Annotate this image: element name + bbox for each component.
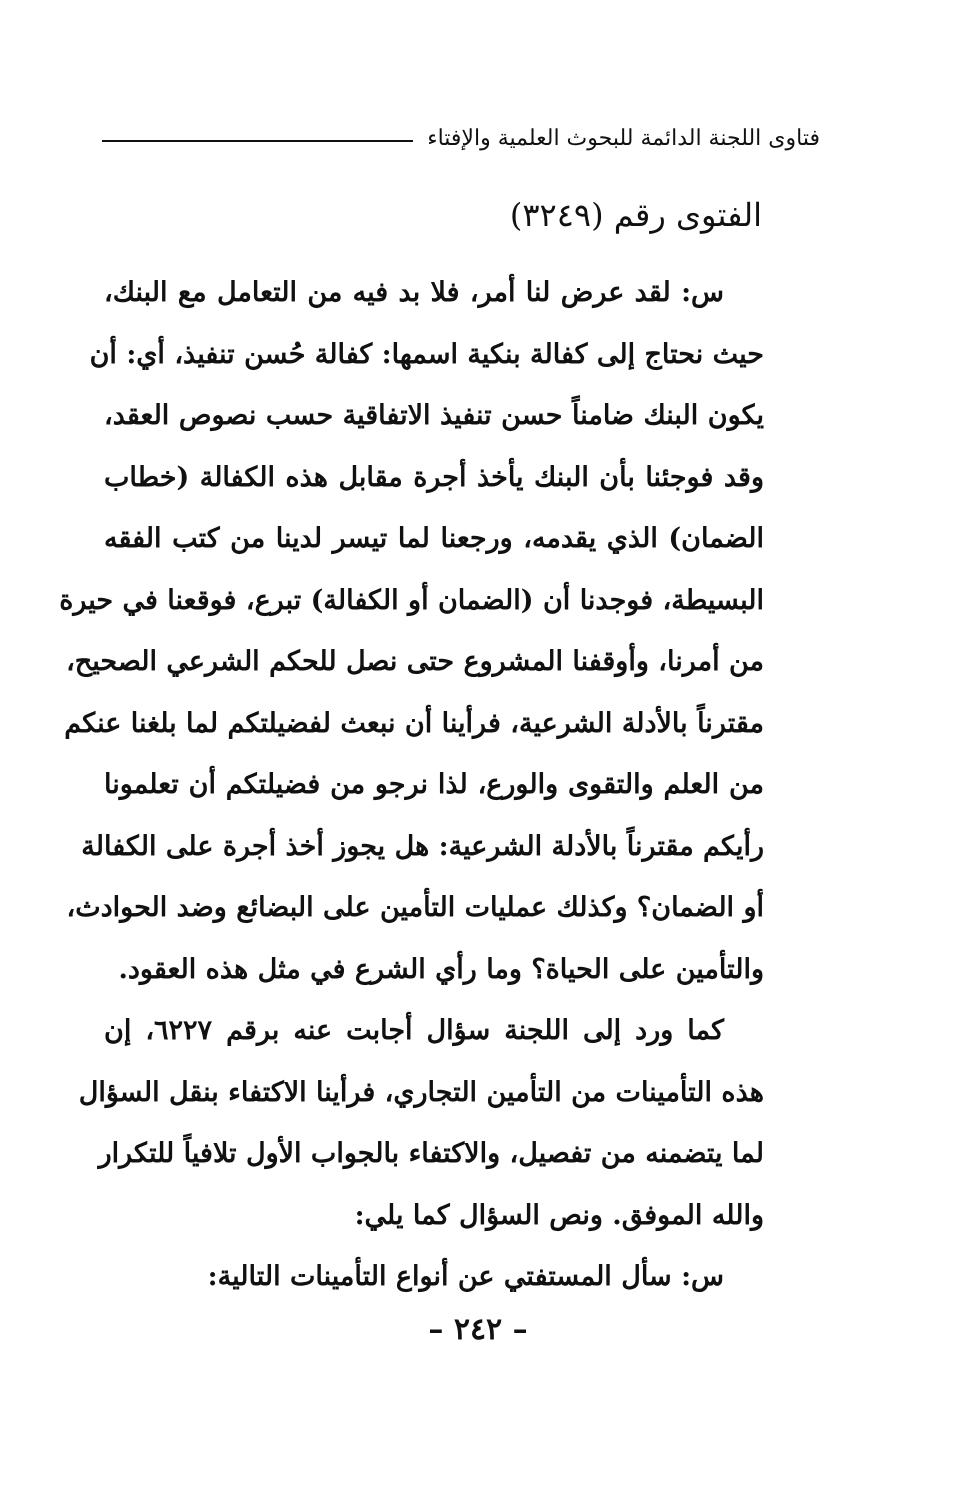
text-line: البسيطة، فوجدنا أن (الضمان أو الكفالة) تبرع، فوقعنا في حيرة xyxy=(59,584,764,616)
fatwa-body xyxy=(59,262,764,1308)
text-line: من أمرنا، وأوقفنا المشروع حتى نصل للحكم الشرعي الصحيح، xyxy=(66,646,764,677)
text-line: لما يتضمنه من تفصيل، والاكتفاء بالجواب الأول تلافياً للتكرار xyxy=(98,1138,764,1169)
text-line: والله الموفق. ونص السؤال كما يلي: xyxy=(354,1199,764,1231)
running-header xyxy=(102,118,820,158)
text-line: والتأمين على الحياة؟ وما رأي الشرع في مثل هذه العقود. xyxy=(118,953,764,985)
text-line: كما ورد إلى اللجنة سؤال أجابت عنه برقم ٦٢٢٧، إن xyxy=(104,1015,724,1046)
text-line: وقد فوجئنا بأن البنك يأخذ أجرة مقابل هذه الكفالة (خطاب xyxy=(104,461,764,493)
text-line: هذه التأمينات من التأمين التجاري، فرأينا الاكتفاء بنقل السؤال xyxy=(78,1076,764,1108)
fatwa-number-heading: الفتوى رقم (٣٢٤٩) xyxy=(509,196,762,234)
text-line: س: سأل المستفتي عن أنواع التأمينات التالية: xyxy=(207,1261,724,1292)
page-number: – ٢٤٢ – xyxy=(428,1312,528,1347)
text-line: مقترناً بالأدلة الشرعية، فرأينا أن نبعث لفضيلتكم لما بلغنا عنكم xyxy=(64,707,764,739)
header-title: فتاوى اللجنة الدائمة للبحوث العلمية والإفتاء xyxy=(427,125,820,151)
text-line: من العلم والتقوى والورع، لذا نرجو من فضيلتكم أن تعلمونا xyxy=(104,769,764,800)
text-line: الضمان) الذي يقدمه، ورجعنا لما تيسر لدينا من كتب الفقه xyxy=(104,523,764,554)
text-line: حيث نحتاج إلى كفالة بنكية اسمها: كفالة حُسن تنفيذ، أي: أن xyxy=(89,338,764,370)
header-rule xyxy=(102,140,413,142)
text-line: أو الضمان؟ وكذلك عمليات التأمين على البضائع وضد الحوادث، xyxy=(66,892,764,923)
text-line: يكون البنك ضامناً حسن تنفيذ الاتفاقية حسب نصوص العقد، xyxy=(104,400,764,431)
text-line: رأيكم مقترناً بالأدلة الشرعية: هل يجوز أخذ أجرة على الكفالة xyxy=(81,830,764,862)
text-line: س: لقد عرض لنا أمر، فلا بد فيه من التعامل مع البنك، xyxy=(104,277,724,308)
